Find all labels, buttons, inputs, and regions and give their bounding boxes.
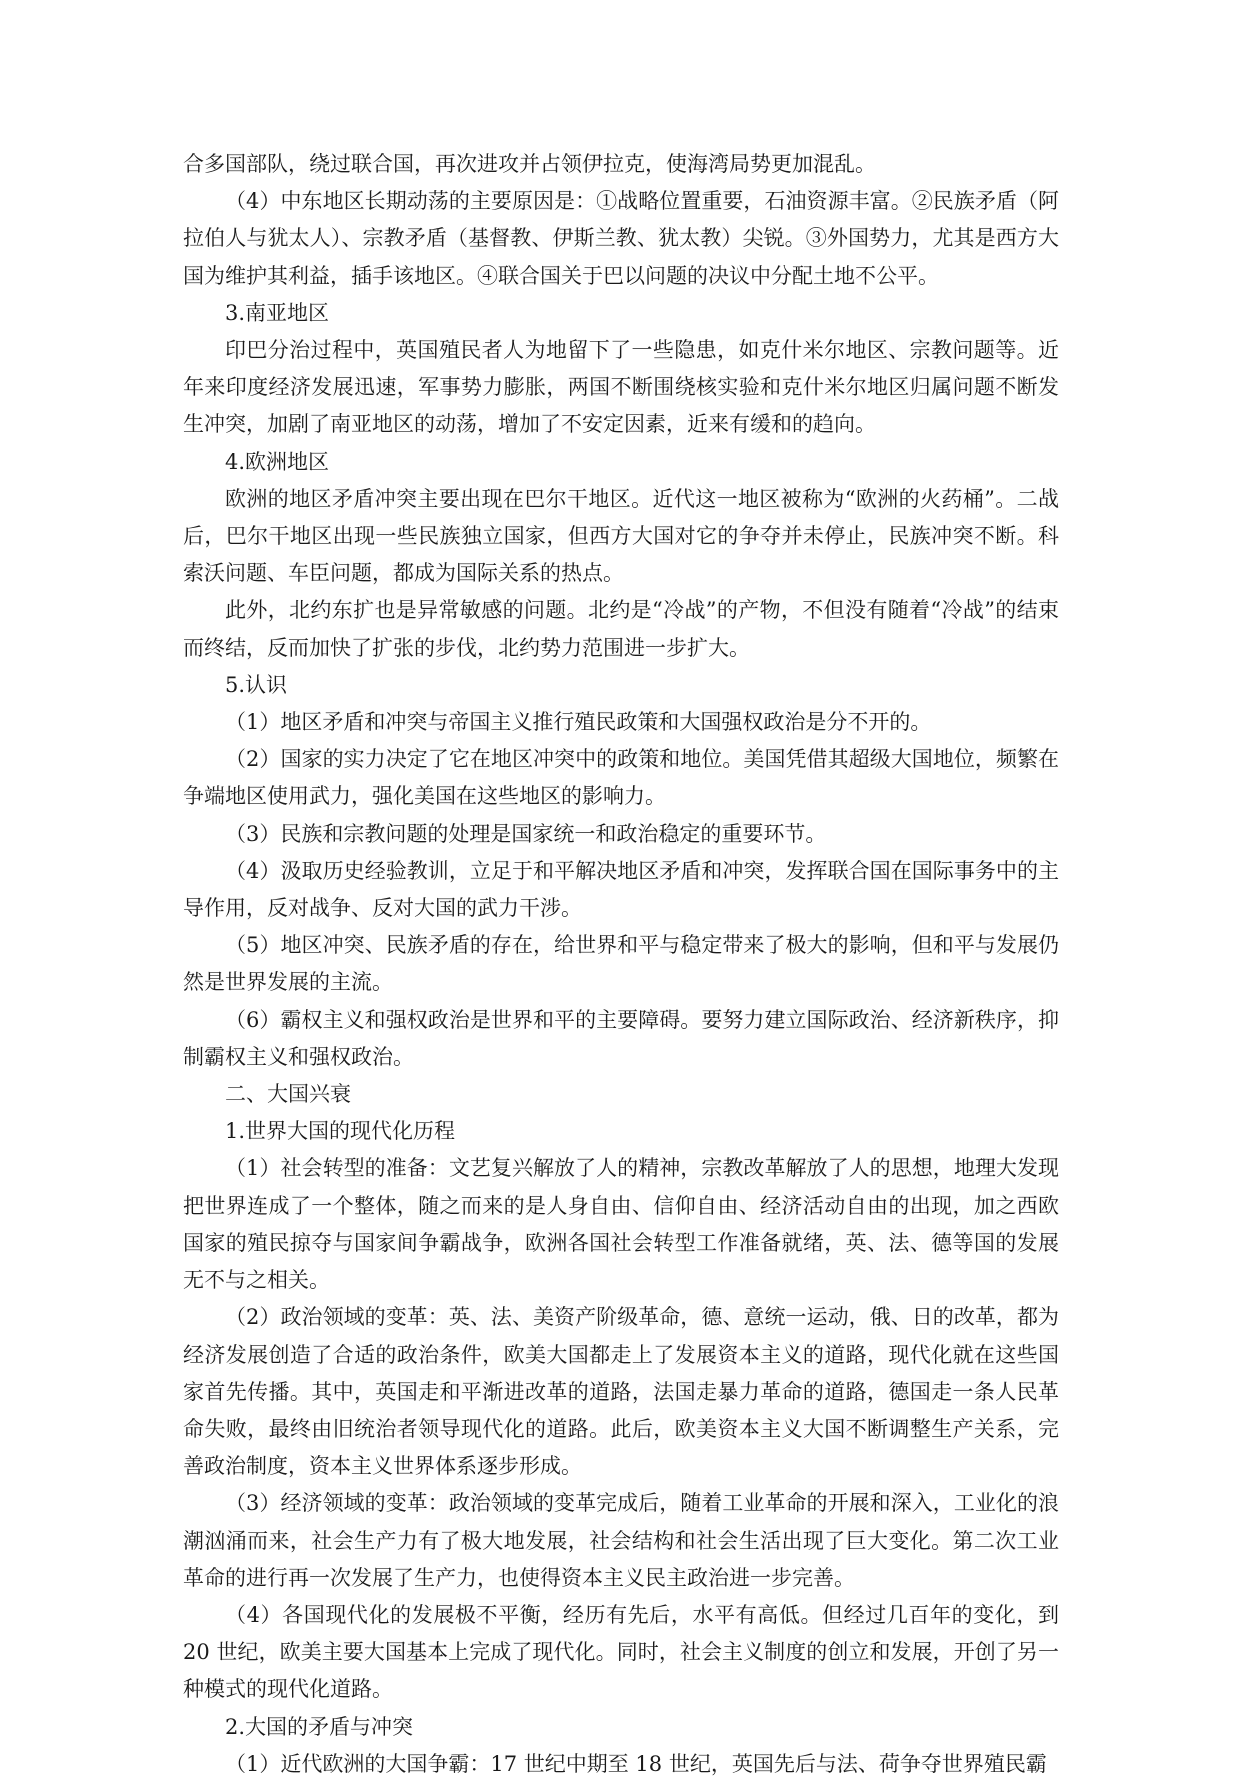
paragraph-middle-east-causes: （4）中东地区长期动荡的主要原因是：①战略位置重要，石油资源丰富。②民族矛盾（阿拉伯人与犹太人）、宗教矛盾（基督教、伊斯兰教、犹太教）尖锐。③外国势力，尤其是西方大国为维护其利益，插手该地区。④联合国关于巴以问题的决议中分配土地不公平。 (183, 189, 1059, 288)
list-item-european-hegemony: （1）近代欧洲的大国争霸：17 世纪中期至 18 世纪，英国先后与法、荷争夺世界殖民霸 (225, 1751, 1047, 1776)
list-item-3: （3）民族和宗教问题的处理是国家统一和政治稳定的重要环节。 (225, 821, 827, 846)
list-item-political-reform: （2）政治领域的变革：英、法、美资产阶级革命，德、意统一运动，俄、日的改革，都为经济发展创造了合适的政治条件，欧美大国都走上了发展资本主义的道路，现代化就在这些国家首先传播。其中，英国走和平渐进改革的道路，法国走暴力革命的道路，德国走一条人民革命失败，最终由旧统治者领导现代化的道路。此后，欧美资本主义大国不断调整生产关系，完善政治制度，资本主义世界体系逐步形成。 (183, 1305, 1059, 1479)
section-heading-modernization: 1.世界大国的现代化历程 (225, 1119, 456, 1144)
paragraph-continuation: 合多国部队，绕过联合国，再次进攻并占领伊拉克，使海湾局势更加混乱。 (183, 152, 876, 176)
list-item-5: （5）地区冲突、民族矛盾的存在，给世界和平与稳定带来了极大的影响，但和平与发展仍然是世界发展的主流。 (183, 933, 1059, 995)
section-heading-understanding: 5.认识 (225, 672, 288, 697)
list-item-1: （1）地区矛盾和冲突与帝国主义推行殖民政策和大国强权政治是分不开的。 (225, 710, 932, 735)
list-item-social-transition: （1）社会转型的准备：文艺复兴解放了人的精神，宗教改革解放了人的思想，地理大发现把世界连成了一个整体，随之而来的是人身自由、信仰自由、经济活动自由的出现，加之西欧国家的殖民掠夺与国家间争霸战争，欧洲各国社会转型工作准备就绪，英、法、德等国的发展无不与之相关。 (183, 1156, 1059, 1293)
chapter-heading-great-powers: 二、大国兴衰 (225, 1082, 351, 1107)
list-item-2: （2）国家的实力决定了它在地区冲突中的政策和地位。美国凭借其超级大国地位，频繁在争端地区使用武力，强化美国在这些地区的影响力。 (183, 747, 1059, 809)
paragraph-balkans: 欧洲的地区矛盾冲突主要出现在巴尔干地区。近代这一地区被称为“欧洲的火药桶”。二战后，巴尔干地区出现一些民族独立国家，但西方大国对它的争夺并未停止，民族冲突不断。科索沃问题、车臣问题，都成为国际关系的热点。 (183, 486, 1059, 586)
paragraph-south-asia: 印巴分治过程中，英国殖民者人为地留下了一些隐患，如克什米尔地区、宗教问题等。近年来印度经济发展迅速，军事势力膨胀，两国不断围绕核实验和克什米尔地区归属问题不断发生冲突，加剧了南亚地区的动荡，增加了不安定因素，近来有缓和的趋向。 (183, 338, 1059, 437)
section-heading-europe: 4.欧洲地区 (225, 449, 330, 474)
list-item-4: （4）汲取历史经验教训，立足于和平解决地区矛盾和冲突，发挥联合国在国际事务中的主导作用，反对战争、反对大国的武力干涉。 (183, 858, 1059, 921)
section-heading-great-power-conflict: 2.大国的矛盾与冲突 (225, 1714, 414, 1739)
section-heading-south-asia: 3.南亚地区 (225, 300, 330, 325)
paragraph-nato: 此外，北约东扩也是异常敏感的问题。北约是“冷战”的产物，不但没有随着“冷战”的结束而终结，反而加快了扩张的步伐，北约势力范围进一步扩大。 (183, 598, 1059, 660)
list-item-uneven-development: （4）各国现代化的发展极不平衡，经历有先后，水平有高低。但经过几百年的变化，到 20 世纪，欧美主要大国基本上完成了现代化。同时，社会主义制度的创立和发展，开创了另一种模式的现代化道路。 (183, 1602, 1059, 1702)
list-item-economic-reform: （3）经济领域的变革：政治领域的变革完成后，随着工业革命的开展和深入，工业化的浪潮汹涌而来，社会生产力有了极大地发展，社会结构和社会生活出现了巨大变化。第二次工业革命的进行再一次发展了生产力，也使得资本主义民主政治进一步完善。 (183, 1491, 1059, 1590)
list-item-6: （6）霸权主义和强权政治是世界和平的主要障碍。要努力建立国际政治、经济新秩序，抑制霸权主义和强权政治。 (183, 1007, 1059, 1069)
